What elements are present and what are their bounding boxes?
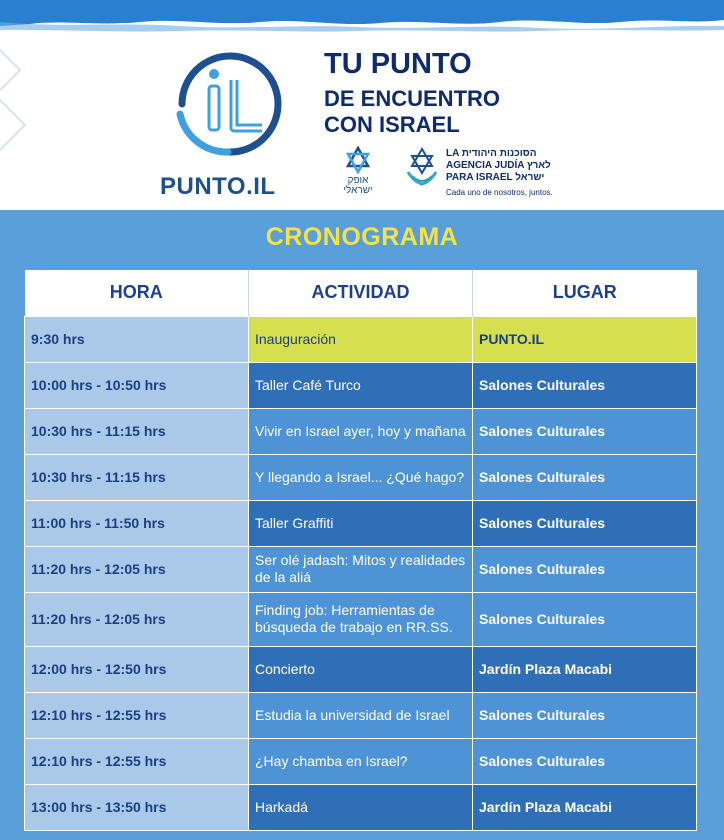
- table-row: [25, 646, 697, 692]
- lugar-cell: Salones Culturales: [473, 362, 697, 408]
- lugar-cell: Salones Culturales: [473, 408, 697, 454]
- partner1-hebrew-1: אופק: [347, 175, 369, 186]
- actividad-cell: Finding job: Herramientas de búsqueda de trabajo en RR.SS.: [249, 592, 473, 646]
- actividad-cell: Ser olé jadash: Mitos y realidades de la aliá: [249, 546, 473, 592]
- hora-cell: 12:10 hrs - 12:55 hrs: [25, 738, 249, 784]
- lugar-cell: Salones Culturales: [473, 738, 697, 784]
- title-line-3: CON ISRAEL: [324, 112, 460, 137]
- actividad-cell: Y llegando a Israel... ¿Qué hago?: [249, 454, 473, 500]
- table-row: [25, 692, 697, 738]
- partner-logo-ofek-israeli: [328, 146, 388, 196]
- actividad-cell: Estudia la universidad de Israel: [249, 692, 473, 738]
- section-title: CRONOGRAMA: [265, 223, 459, 251]
- actividad-cell: Taller Graffiti: [249, 500, 473, 546]
- lugar-cell: Salones Culturales: [473, 592, 697, 646]
- logo-wordmark: PUNTO.IL: [160, 173, 276, 200]
- title-line-1: TU PUNTO: [324, 48, 472, 80]
- table-row: [25, 592, 697, 646]
- hora-cell: 11:20 hrs - 12:05 hrs: [25, 546, 249, 592]
- table-row: [25, 454, 697, 500]
- table-row: [25, 316, 697, 362]
- partner2-line-2: AGENCIA JUDÍA לארץ: [446, 160, 551, 171]
- table-row: [25, 546, 697, 592]
- lugar-cell: PUNTO.IL: [473, 316, 697, 362]
- actividad-cell: Inauguración: [249, 316, 473, 362]
- hora-cell: 10:30 hrs - 11:15 hrs: [25, 454, 249, 500]
- partner2-line-3: PARA ISRAEL ישראל: [446, 172, 545, 183]
- star-of-david-icon: [328, 146, 388, 176]
- header: [0, 0, 724, 210]
- header-hora: HORA: [25, 270, 249, 316]
- hora-cell: 11:20 hrs - 12:05 hrs: [25, 592, 249, 646]
- lugar-cell: Salones Culturales: [473, 692, 697, 738]
- header-lugar: LUGAR: [473, 270, 697, 316]
- decorative-pattern: [0, 30, 40, 180]
- table-row: [25, 784, 697, 830]
- brush-stroke-banner: [0, 0, 724, 34]
- table-row: [25, 738, 697, 784]
- actividad-cell: ¿Hay chamba en Israel?: [249, 738, 473, 784]
- actividad-cell: Vivir en Israel ayer, hoy y mañana: [249, 408, 473, 454]
- schedule-table: [24, 270, 697, 831]
- hora-cell: 10:30 hrs - 11:15 hrs: [25, 408, 249, 454]
- agency-emblem-icon: [402, 146, 442, 186]
- partner-logo-agencia-judia: [402, 146, 572, 202]
- partner2-tagline: Cada uno de nosotros, juntos.: [446, 188, 553, 197]
- lugar-cell: Salones Culturales: [473, 500, 697, 546]
- hora-cell: 9:30 hrs: [25, 316, 249, 362]
- hora-cell: 13:00 hrs - 13:50 hrs: [25, 784, 249, 830]
- header-actividad: ACTIVIDAD: [249, 270, 473, 316]
- partner2-line-1: LA הסוכנות היהודית: [446, 148, 537, 159]
- actividad-cell: Harkadá: [249, 784, 473, 830]
- lugar-cell: Salones Culturales: [473, 546, 697, 592]
- title-line-2: DE ENCUENTRO: [324, 86, 501, 111]
- lugar-cell: Jardín Plaza Macabi: [473, 784, 697, 830]
- actividad-cell: Concierto: [249, 646, 473, 692]
- lugar-cell: Salones Culturales: [473, 454, 697, 500]
- lugar-cell: Jardín Plaza Macabi: [473, 646, 697, 692]
- hora-cell: 12:00 hrs - 12:50 hrs: [25, 646, 249, 692]
- actividad-cell: Taller Café Turco: [249, 362, 473, 408]
- partner1-hebrew-2: ישראלי: [343, 185, 373, 196]
- punto-il-logo-icon: [158, 40, 298, 168]
- hora-cell: 10:00 hrs - 10:50 hrs: [25, 362, 249, 408]
- table-header-row: [25, 270, 697, 316]
- hora-cell: 11:00 hrs - 11:50 hrs: [25, 500, 249, 546]
- table-row: [25, 362, 697, 408]
- table-row: [25, 408, 697, 454]
- table-row: [25, 500, 697, 546]
- hora-cell: 12:10 hrs - 12:55 hrs: [25, 692, 249, 738]
